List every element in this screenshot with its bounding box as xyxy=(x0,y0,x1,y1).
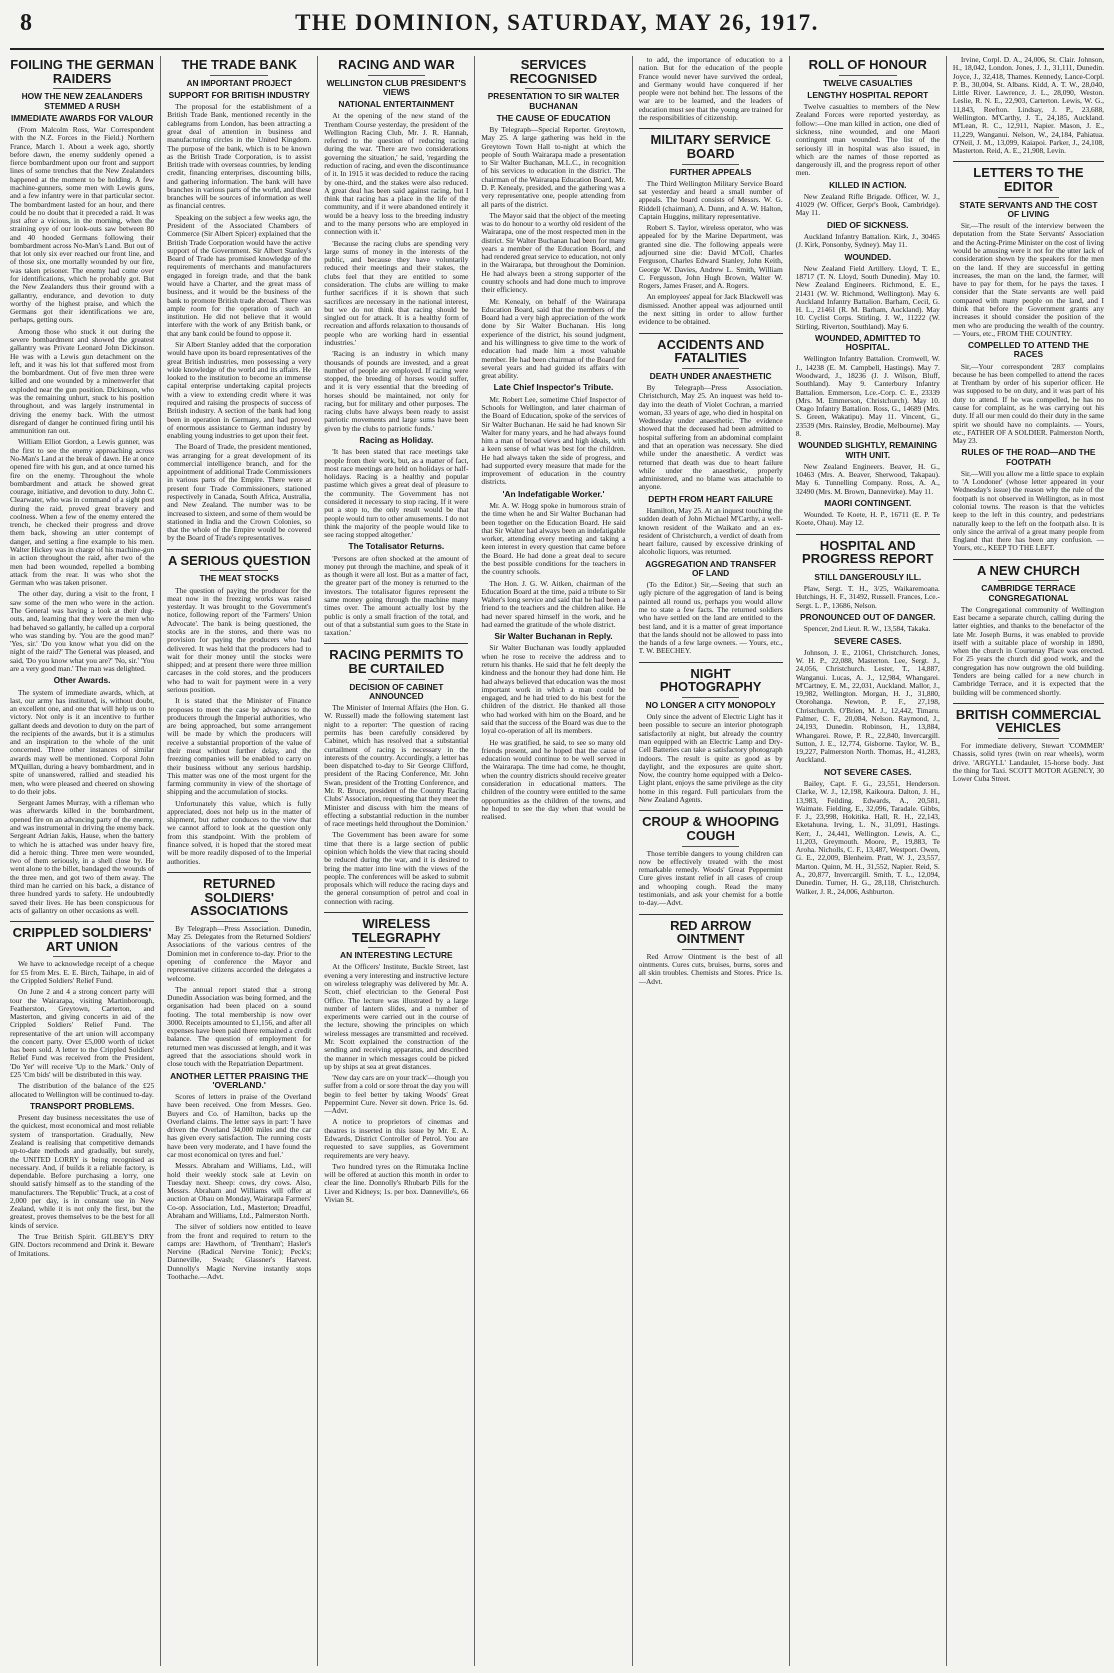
article-paragraph: The annual report stated that a strong Dunedin Association was being formed, and the organisation had been placed on a sound footing. The total membership is now over 3000. Receipts amounted to £1,156, and after all expenses have been paid there remained a credit balance. The question of employment for returned men was discussed at length, and it was agreed that the associations should work in close touch with the Repatriation Department. xyxy=(167,984,312,1069)
article-headline: A SERIOUS QUESTION xyxy=(167,552,311,568)
article-subheading: 'An Indefatigable Worker.' xyxy=(502,488,605,499)
article-subheading: DEPTH FROM HEART FAILURE xyxy=(648,493,773,504)
article-paragraph: (From Malcolm Ross, War Correspondent with the N.Z. Forces in the Field.) Northern France, March 1. About a week ago, shortly before dawn, the enemy suddenly opened a fierce bombardment upon our front and support lines of some trenches that the New Zealanders happened at the moment to be holding. A few machine-gunners, some men with Lewis guns, and a few infantry were in that particular sector. The bombardment lasted for an hour, and there could be no doubt that it preceded a raid. It was just after a vicious, in the morning, when the straining eye of our look-outs saw between 80 and 40 hooded Germans following their bombardment across No-Man's Land. But out of that lot only six ever reached our front line, and of those six, one mortally wounded by our fire, was taken prisoner. The enemy had come over for identifications, which he probably got. But the New Zealanders thus their ground with a gallantry, endurance, and devotion to duty worthy of the highest praise, and which the Germans got their identifications we are, perhaps, getting ours. xyxy=(10,124,155,325)
article-paragraph: Only since the advent of Electric Light has it been possible to secure an interior photograph satisfactorily at night, but already the country man equipped with an Electric Lamp and Dry-Cell Batteries can take a satisfactory photograph indoors. The result is quite as good as by daylight, and the exposures are quite short. Now, the country home equipped with a Delco-Light plant, enjoys the same privilege as the city home in this regard. Full particulars from the New Zealand Agents. xyxy=(638,712,783,804)
article-paragraph: An employees' appeal for Jack Blackwell was dismissed. Another appeal was adjourned until the next sitting in order to allow further evidence to be obtained. xyxy=(638,292,783,327)
article-subheading: ANOTHER LETTER PRAISING THE 'OVERLAND.' xyxy=(170,1070,309,1090)
article-subheading: AN INTERESTING LECTURE xyxy=(340,950,453,961)
article-paragraph: Sir Walter Buchanan was loudly applauded when he rose to receive the address and to return his thanks. He said that he felt deeply the kindness and the honour they had done him. He had always believed that education was the most important work in which a man could be engaged, and he had tried to do his best for the children of the district. He thanked all those who had worked with him on the Board, and he said that the success of the Board was due to the loyal co-operation of all its members. xyxy=(481,643,626,736)
article-headline: SERVICES RECOGNISED xyxy=(509,57,598,86)
article-subheading: NATIONAL ENTERTAINMENT xyxy=(338,99,455,110)
article-headline: RED ARROW OINTMENT xyxy=(670,917,752,947)
article-subheading: THE MEAT STOCKS xyxy=(199,573,279,584)
article-paragraph: On June 2 and 4 a strong concert party will tour the Wairarapa, visiting Martinborough, Featherston, Greytown, Carterton, and Masterton, and giving concerts in aid of the Crippled Soldiers' Relief Fund. The representative of the art union will accompany the concert party. Over £5,000 worth of ticket has been sold. A letter to the Crippled Soldiers' Relief Fund was received from the President, 'Do Yer' will receive 'Up to the Mark.' Only of £25 'Cm bids' will be distributed in this way. xyxy=(10,987,155,1080)
article-paragraph: 'Racing is an industry in which many thousands of pounds are invested, and a great number of people are employed. If racing were stopped, the breeding of horses would suffer, and it is very essential that the breeding of horses should be maintained, not only for racing, but for military and other purposes. The racing clubs have always been ready to assist patriotic movements and large sums have been given by the clubs to patriotic funds.' xyxy=(324,349,469,433)
article-paragraph: 'Persons are often shocked at the amount of money put through the machine, and speak of it as though it were all lost. But as a matter of fact, the greater part of the money is returned to the investors. The totalisator figures represent the same money going through the machine many times over. The amount actually lost by the public is only a small fraction of the total, and out of that a substantial sum goes to the State in taxation.' xyxy=(324,553,469,638)
article-subheading: Racing as Holiday. xyxy=(359,435,434,446)
article-paragraph: Plaw, Sergt. T. H., 3/25, Waikaremoana. Hutchings, H. F., 31492, Russell. Frances, Lce.-Sergt. L. P., 13686, Nelson. xyxy=(795,584,940,610)
article-paragraph: The Minister of Internal Affairs (the Hon. G. W. Russell) made the following statement last night to a reporter: 'The question of racing permits has been carefully considered by Cabinet, which has resolved that a substantial curtailment of racing is necessary in the interests of the country. Accordingly, a letter has been dispatched to-day to Sir George Clifford, president of the Racing Conference, Mr. John Swan, president of the Trotting Conference, and Mr. R. Bruce, president of the Country Racing Clubs' Association, requesting that they meet the Minister and discuss with him the means of effecting a substantial reduction in the number of race meetings held throughout the Dominion.' xyxy=(324,703,469,829)
article-paragraph: The Third Wellington Military Service Board sat yesterday and heard a small number of appeals. The board consists of Messrs. W. G. Riddell (chairman), A. Dunn, and A. W. Halton, Captain Huggins, military representative. xyxy=(638,178,783,221)
headline-rule xyxy=(53,956,111,957)
column-separator-rule xyxy=(10,921,154,922)
article-headline: ACCIDENTS AND FATALITIES xyxy=(657,336,765,366)
column-separator-rule xyxy=(639,128,783,129)
article-columns xyxy=(10,56,1104,1666)
article-paragraph: At the opening of the new stand of the Trentham Course yesterday, the president of the Wellington Racing Club, Mr. J. R. Hannah, referred to the question of reducing racing during the war. 'There are two considerations governing the situation,' he said, 'regarding the reduction of racing, and even the discontinuance of it. In 1915 it was decided to reduce the racing by one-third, and the stakes were also reduced. A great deal has been said against racing, but I think that racing has a place in the life of the community, and if it were abandoned entirely it would be a heavy loss to the breeding industry and to the many persons who are employed in connection with it.' xyxy=(324,111,469,237)
article-subheading: COMPELLED TO ATTEND THE RACES xyxy=(968,340,1089,360)
article-paragraph: New Zealand Field Artillery. Lloyd, T. E., 18717 (T. N. Lloyd, South Dunedin). May 10. New Zealand Engineers. Richmond, E. E., 21431 (W. W. Richmond, Wellington). May 6. Auckland Infantry Battalion. Barham, Cecil, G. H. L., 21461 (R. M. Barham, Auckland). May 10. Cyclist Corps. Stirling, J. W., 11222 (W. Stirling, Riverton, Southland). May 6. xyxy=(795,263,940,331)
article-headline: FOILING THE GERMAN RAIDERS xyxy=(10,57,154,86)
article-paragraph: Messrs. Abraham and Williams, Ltd., will hold their weekly stock sale at Levin on Tuesday next. Sheep: cows, dry cows. Also, Messrs. Abraham and Williams will offer at auction at Ohau on Monday, Wairarapa Farmers' Co-op. Association, Ltd., Masterton; Dreadful, Abraham and Williams, Ltd., Palmerston North. xyxy=(167,1161,312,1220)
article-paragraph: The Mayor said that the object of the meeting was to do honour to a worthy old resident of the Wairarapa, one of the most respected men in the district. Sir Walter Buchanan had been for many years a member of the Education Board, and had rendered great service to education, not only in the Wairarapa, but throughout the Dominion. He had always been a strong supporter of the country schools and had done much to improve their efficiency. xyxy=(481,210,626,295)
article-paragraph: Auckland Infantry Battalion. Kirk, J., 30465 (J. Kirk, Ponsonby, Sydney). May 11. xyxy=(795,231,940,250)
headline-rule xyxy=(682,697,740,698)
article-headline: RACING AND WAR xyxy=(338,57,455,72)
article-subheading: DEATH UNDER ANAESTHETIC xyxy=(649,370,772,381)
column-separator-rule xyxy=(324,912,468,913)
headline-rule xyxy=(368,947,426,948)
article-headline: CROUP & WHOOPING COUGH xyxy=(642,814,780,843)
article-paragraph: Those terrible dangers to young children can now be effectively treated with the most remarkable remedy. Woods' Great Peppermint Cure gives instant relief in all cases of croup and whooping cough. Read the many testimonials, and ask your chemist for a bottle to-day.—Advt. xyxy=(638,848,783,908)
page-number: 8 xyxy=(20,10,32,36)
article-paragraph: New Zealand Rifle Brigade. Officer, W. J., 41029 (W. Officer, Gerpr's Book, Cambridge). May 11. xyxy=(795,191,940,218)
article-headline: MILITARY SERVICE BOARD xyxy=(650,132,771,161)
article-paragraph: Wounded. Te Koete, H. P., 16711 (E. P. Te Koete, Ohau). May 12. xyxy=(795,510,940,528)
article-subheading: STATE SERVANTS AND THE COST OF LIVING xyxy=(959,199,1098,219)
headline-rule xyxy=(210,570,268,571)
column-separator-rule xyxy=(953,559,1104,560)
headline-rule xyxy=(682,846,740,847)
article-subheading: MAORI CONTINGENT. xyxy=(824,497,912,508)
article-subheading: NO LONGER A CITY MONOPOLY xyxy=(645,699,776,710)
article-paragraph: 'Because the racing clubs are spending very large sums of money in the interests of the public, and because they have voluntarily reduced their meetings and their stakes, the clubs feel that they are entitled to some consideration. The clubs are willing to make further sacrifices if it is shown that such sacrifices are necessary in the national interest, but we do not think that racing should be singled out for attack. It is a healthy form of recreation and affords relaxation to thousands of people who are working hard in essential industries.' xyxy=(324,238,469,347)
article-paragraph: By Telegraph—Press Association. Christchurch, May 25. An inquest was held to-day into the death of Violet Cochran, a married woman, 33 years of age, who died in hospital on Wednesday under anaesthetic. The evidence showed that the deceased had been admitted to hospital suffering from an abdominal complaint and that an operation was necessary. She died while under the anaesthetic. A verdict was returned that death was due to heart failure while under the anaesthetic, properly administered, and no blame was attachable to anyone. xyxy=(638,383,783,492)
article-subheading: PRESENTATION TO SIR WALTER BUCHANAN xyxy=(487,91,620,111)
article-paragraph: Speaking on the subject a few weeks ago, the President of the Associated Chambers of Commerce (Sir Albert Spicer) explained that the British Trade Corporation would have the active support of the Government. Sir Albert Stanley's Board of Trade has promised knowledge of the requirements of merchants and manufacturers engaged in foreign trade, and that the bank would have a Charter, and the great mass of business, and it would be the business of the bank to promote British trade abroad. There was ample room for the operation of such an institution. He did not believe that it would interfere with the work of any British bank, or that any bank could be found to oppose it. xyxy=(167,212,312,338)
headline-rule xyxy=(998,197,1058,198)
article-subheading: RULES OF THE ROAD—AND THE FOOTPATH xyxy=(961,447,1096,467)
article-paragraph: The Congregational community of Wellington East became a separate church, calling during the latter eighties, and thanks to the benefactor of the late Mr. Joseph Burns, it was enabled to provide itself with a suitable place of worship in 1890, when the church in Courtenay Place was erected. For 25 years the church did good work, and the congregation has now outgrown the old building. Tenders are being called for a new church in Cambridge Terrace, and it is expected that the building will be commenced shortly. xyxy=(952,604,1104,697)
article-paragraph: At the Officers' Institute, Buckle Street, last evening a very interesting and instructive lecture on wireless telegraphy was delivered by Mr. A. Scott, chief electrician to the General Post Office. The lecture was illustrated by a large number of lantern slides, and a number of experiments were carried out in the course of the lecture, showing the principles on which wireless messages are transmitted and received. Mr. Scott explained the construction of the sending and receiving apparatus, and described the manner in which messages could be picked up by ships at sea at great distances. xyxy=(324,962,469,1071)
headline-rule xyxy=(998,738,1058,739)
article-subheading: IMMEDIATE AWARDS FOR VALOUR xyxy=(10,112,154,123)
article-subheading: DECISION OF CABINET ANNOUNCED xyxy=(349,681,444,701)
article-paragraph: Two hundred tyres on the Rimutaka Incline will be offered at auction this month in order to clear the line. Donnolly's Rhubarb Pills for the Liver and Kidneys; 1s. per box. Danneville's, 66 Vivian St. xyxy=(324,1161,469,1205)
article-paragraph: It is stated that the Minister of Finance proposes to meet the case by advances to the producers through the Imperial authorities, who are being approached, but some arrangement will be made by which the producers will receive a substantial proportion of the value of their meat without further delay, and the freezing companies will be enabled to carry on their business without any serious hardship. This matter was one of the most urgent for the farming community in view of the shortage of shipping and the accumulation of stocks. xyxy=(167,696,312,797)
headline-rule xyxy=(525,88,583,89)
article-paragraph: By Telegraph—Special Reporter. Greytown, May 25. A large gathering was held in the Greytown Town Hall to-night at which the people of South Wairarapa made a presentation to Sir Walter Buchanan, M.L.C., in recognition of his services to education in the district. The chairman of the Wairarapa Education Board, Mr. D. P. Kenealy, presided, and the gathering was a very representative one, people attending from all parts of the district. xyxy=(481,124,626,209)
article-paragraph: Mr. A. W. Hogg spoke in humorous strain of the time when he and Sir Walter Buchanan had been together on the Education Board. He said that Sir Walter had always been an indefatigable worker, attending every meeting and taking a keen interest in every question that came before the Board. He had done a great deal to secure the best possible conditions for the teachers in the country schools. xyxy=(481,500,626,577)
article-paragraph: The silver of soldiers now entitled to leave from the front and required to return to the camps are: Hawthorn, of 'Trentham'; Hasler's Nervine (Radical Nervine Tonic); Peck's; Danneville, Swash; Glassner's Harvest. Dunnolly's Magic Nervine instantly stops Toothache.—Advt. xyxy=(167,1222,312,1281)
article-paragraph: New Zealand Engineers. Beaver, H. G., 10463 (Mrs. A. Beaver, Sherwood, Takapau). May 6. Tunnelling Company. Ross, A. A., 32490 (Mrs. M. Brown, Dannevirke). May 11. xyxy=(795,461,940,496)
headline-rule xyxy=(682,164,740,165)
column-separator-rule xyxy=(639,810,783,811)
article-paragraph: A notice to proprietors of cinemas and theatres is inserted in this issue by Mr. E. A. Edwards, District Controller of Petrol. You are requested to save supplies, as Government requirements are very heavy. xyxy=(324,1117,469,1160)
article-paragraph: Scores of letters in praise of the Overland have been received. One from Messrs. Geo. Buyers and Co. of Hamilton, backs up the Overland claims. The letter says in part: 'I have driven the Overland 34,000 miles and the car has given every satisfaction. The running costs have been very moderate, and I have found the car most economical on tyres and fuel.' xyxy=(167,1092,312,1160)
column-separator-rule xyxy=(953,703,1104,704)
article-paragraph: Sir Albert Stanley added that the corporation would have upon its board representatives of the great British industries, men possessing a very wide knowledge of the world and its affairs. He looked to the institution to become an immense capital enterprise undertaking capital projects with a view to extending credit where it was required and raising the prospects of success of British industry. A section of the bank had long been in operation in Germany, and had proved of enormous assistance to German industry by enabling young industries to get upon their feet. xyxy=(167,339,312,441)
column-separator-rule xyxy=(167,549,311,550)
article-headline: ROLL OF HONOUR xyxy=(808,57,927,72)
headline-rule xyxy=(839,569,897,570)
article-paragraph: He was gratified, he said, to see so many old friends present, and he hoped that the cause of education would continue to be well served in the Wairarapa. The time had come, he thought, when the country districts should receive greater consideration in educational matters. The children of the country were entitled to the same opportunities as the children of the towns, and he hoped to see the day when that would be realised. xyxy=(481,737,626,822)
article-paragraph: Wellington Infantry Battalion. Cromwell, W. J., 14238 (E. M. Campbell, Hastings). May 7. Woodward, J., 18236 (J. J. Wilson, Bluff, Southland). May 9. Canterbury Infantry Battalion. Emmerson, Lce.-Corp. C. E., 23339 (Mrs. M. Emmerson, Christchurch). May 10. Otago Infantry Battalion. Ross, G., 14689 (Mrs. S. Green, Wakatipu). May 11. Vincent, G., 23539 (Mrs. Rainsley, Brodie, Melbourne). May 8. xyxy=(795,354,940,438)
article-paragraph: Hamilton, May 25. At an inquest touching the sudden death of John Michael M'Carthy, a well-known resident of the Waikato and an ex-resident of Christchurch, a verdict of death from heart failure, caused by excessive drinking of alcoholic liquors, was returned. xyxy=(638,505,783,557)
article-paragraph: Sir,—Your correspondent '283' complains because he has been compelled to attend the races at Trentham by order of his superior officer. He was supposed to be on duty, and it was part of his duty to attend. If he was compelled, he has no cause for complaint, as he was carrying out his duty. If all our men could do their duty in the same spirit we should have no complaints. — Yours, etc., FATHER OF A SOLDIER. Palmerston North, May 23. xyxy=(952,361,1104,446)
article-paragraph: The Government has been aware for some time that there is a large section of public opinion which holds the view that racing should be reduced during the war, and it is desired to bring the matter into line with the views of the people. The conferences will be asked to submit proposals which will reduce the racing days and the general consumption of petrol and coal in connection with racing. xyxy=(324,830,469,906)
headline-rule xyxy=(368,679,426,680)
article-paragraph: Twelve casualties to members of the New Zealand Forces were reported yesterday, as follow:—One man killed in action, one died of sickness, nine wounded, and one Maori contingent man wounded. The list of the seriously ill in hospital was also issued, in which are the names of those reported as dangerously ill, and the progress report of other men. xyxy=(795,102,940,178)
article-subheading: WELLINGTON CLUB PRESIDENT'S VIEWS xyxy=(326,77,467,97)
article-subheading: CAMBRIDGE TERRACE CONGREGATIONAL xyxy=(981,583,1076,603)
article-headline: NIGHT PHOTOGRAPHY xyxy=(659,665,762,695)
article-subheading: The Totalisator Returns. xyxy=(348,541,445,552)
article-paragraph: (To the Editor.) Sir,—Seeing that such an ugly picture of the aggregation of land is being painted all round us, perhaps you would allow me to state a few facts. The returned soldiers who have settled on the land are entitled to the best land, and it is a matter of great importance that the lands should not be allowed to pass into the hands of a few large owners. — Yours, etc., T. W. BEECHEY. xyxy=(638,580,783,656)
article-paragraph: The Board of Trade, the president mentioned, was arranging for a great development of its commercial intelligence branch, and for the appointment of additional Trade Commissioners in various parts of the Empire. There were at present four Trade Commissioners, stationed respectively in Canada, South Africa, Australia, and New Zealand. The number was to be increased to sixteen, and some of them would be stationed in India and the Crown Colonies, so that the whole of the Empire would be covered by the Board of Trade's representatives. xyxy=(167,442,312,543)
article-headline: BRITISH COMMERCIAL VEHICLES xyxy=(955,706,1101,736)
article-headline: A NEW CHURCH xyxy=(977,562,1080,578)
article-subheading: THE CAUSE OF EDUCATION xyxy=(496,112,611,123)
column-6 xyxy=(796,56,947,1666)
article-paragraph: Mr. Kenealy, on behalf of the Wairarapa Education Board, said that the members of the Board had a very high appreciation of the work done by Sir Walter Buchanan. His long experience of the district, his sound judgment, and his willingness to give time to the work of education had made him a most valuable member. He had been chairman of the Board for several years and had guided its affairs with great ability. xyxy=(481,296,626,381)
article-paragraph: 'It has been stated that race meetings take people from their work, but, as a matter of fact, most race meetings are held on holidays or half-holidays. Racing is a healthy and popular pastime which gives a great deal of pleasure to the community. The Government has not considered it necessary to stop racing. If it were put a stop to, the only result would be that people would turn to other amusements. I do not think the majority of the people would like to see racing stopped altogether.' xyxy=(324,447,469,540)
article-headline: CRIPPLED SOLDIERS' ART UNION xyxy=(12,925,152,954)
article-paragraph: Sir,—The result of the interview between the deputation from the State Servants' Association and the Acting-Prime Minister on the cost of living would be amusing were it not for the utter lack of consideration shown by the speakers for the men on the land. If they are successful in getting increases, the man on the land, the farmer, will have to pay for them, for he pays the taxes. I consider that the State servants are well paid compared with many people on the land, and I think that before the Government grants any increases it should consider the position of the men who are producing the wealth of the country. — Yours, etc., FROM THE COUNTRY. xyxy=(952,221,1104,338)
article-paragraph: Red Arrow Ointment is the best of all ointments. Cures cuts, bruises, burns, sores and all skin troubles. Chemists and Stores. Price 1s.—Advt. xyxy=(638,951,783,986)
column-separator-rule xyxy=(167,872,311,873)
article-subheading: WOUNDED SLIGHTLY, REMAINING WITH UNIT. xyxy=(798,440,938,460)
column-separator-rule xyxy=(639,662,783,663)
article-subheading: Sir Walter Buchanan in Reply. xyxy=(494,631,613,642)
article-paragraph: The distribution of the balance of the £25 allocated to Wellington will be continued to-day. xyxy=(10,1081,155,1099)
article-subheading: STILL DANGEROUSLY ILL. xyxy=(814,571,922,582)
article-subheading: PRONOUNCED OUT OF DANGER. xyxy=(800,612,936,623)
article-headline: RETURNED SOLDIERS' ASSOCIATIONS xyxy=(190,875,289,919)
article-subheading: TRANSPORT PROBLEMS. xyxy=(29,1100,135,1111)
article-paragraph: Irvine, Corpl. D. A., 24,006, St. Clair. Johnson, H., 18,042, London. Jones, J. J., 31,111, Dunedin. Joyce, J., 32,418, Thames. Kennedy, Lance-Corpl. P. B., 30,004, St. Albans. Kidd, A. T. W., 28,040, Little River. Lawrence, J. L., 28,090, Weston. Leslie, R. N. E., 22,903, Carterton. Lewis, W. G., 11,843, Reefton. Lindsay, J. P., 23,688, Wellington. M'Carthy, J. T., 24,185, Auckland. M'Lean, R. C., 12,911, Napier. Mason, J. E., 11,229, Wanganui. Nelson, W., 24,184, Pahiatua. O'Neil, J. M., 13,099, Kaiapoi. Parker, J., 24,108, Masterton. Reid, A. E., 21,908, Levin. xyxy=(952,56,1104,156)
article-paragraph: The system of immediate awards, which, at last, our army has instituted, is, without doubt, an excellent one, and one that will help us on to victory. Not only is it an incentive to further gallant deeds and devotion to duty on the part of the recipients of the awards, but it is a stimulus and an inspiration to the whole of the unit concerned. Three other instances of similar awards may well be mentioned. Corporal John M'Quillan, during a heavy bombardment, and in spite of unanswered, rallied and steadied his men, who were pleased and cheered on showing to do their jobs. xyxy=(10,687,155,796)
article-subheading: LENGTHY HOSPITAL REPORT xyxy=(807,89,929,100)
article-paragraph: By Telegraph—Press Association. Dunedin, May 25. Delegates from the Returned Soldiers' Associations of the various centres of the Dominion met in conference to-day. Prior to the opening of conference the Mayor and representative citizens accorded the delegates a welcome. xyxy=(167,923,312,983)
article-headline: WIRELESS TELEGRAPHY xyxy=(351,915,441,945)
article-paragraph: The True British Spirit. GILBEY'S DRY GIN. Doctors recommend and Drink it. Beware of Imitations. xyxy=(10,1232,155,1258)
headline-rule xyxy=(839,75,897,76)
headline-rule xyxy=(210,921,268,922)
article-paragraph: Sir,—Will you allow me a little space to explain to 'A Londoner' (whose letter appeared in your Wednesday's issue) the reason why the rule of the footpath is not observed in Wellington, as in most colonial towns. The reason is that the vehicles keep to the left in this country, and pedestrians naturally keep to the left on the footpath also. It is only since the arrival of a great many people from England that there has been any confusion. — Yours, etc., KEEP TO THE LEFT. xyxy=(952,468,1104,553)
article-subheading: AN IMPORTANT PROJECT xyxy=(186,77,292,88)
article-paragraph: William Elliot Gordon, a Lewis gunner, was the first to see the enemy approaching across No-Man's Land at the break of dawn. He at once opened fire with his gun, and at once turned his fire on the enemy. Throughout the whole bombardment and attack he showed great courage, initiative, and devotion to duty. John C. Clearwater, who was in command of a sight post during the raid, proved great bravery and coolness. When a few of the enemy entered the trench, he checked their progress and drove them back, showing an utter contempt of danger, and setting a fine example to his men. Walter Hickey was in charge of his machine-gun in action throughout the raid, after two of the men had been wounded, repelled a bombing attack from the rear. It was who shot the German who was taken prisoner. xyxy=(10,437,155,588)
article-paragraph: For immediate delivery, Stewart 'COMMER' Chassis, solid tyres (twin on rear wheels), worm drive. 'ARGYLL' Landaulet, 15-horse body. Just the thing for Taxi. SCOTT MOTOR AGENCY, 30 Lower Cuba Street. xyxy=(952,741,1104,784)
article-paragraph: The proposal for the establishment of a British Trade Bank, mentioned recently in the cablegrams from London, has been attracting a great deal of attention in business and manufacturing circles in the United Kingdom. The purpose of the bank, which is to be known as the British Trade Corporation, is to assist British trade with overseas countries, by lending credit, financing enterprises, discounting bills, and gathering information. The bank will have branches in various parts of the world, and these branches will be sources of information as well as financial centres. xyxy=(167,102,312,211)
article-headline: RACING PERMITS TO BE CURTAILED xyxy=(329,647,464,677)
column-4 xyxy=(481,56,632,1666)
masthead-title: THE DOMINION, SATURDAY, MAY 26, 1917. xyxy=(295,10,819,35)
column-separator-rule xyxy=(953,161,1104,162)
article-subheading: WOUNDED, ADMITTED TO HOSPITAL. xyxy=(814,333,921,353)
article-paragraph: to add, the importance of education to a nation. But for the education of the people France would never have survived the ordeal, and Germany would have conquered if her people were not behind her. The lessons of the war are to be learned, and the leaders of education must see that the young are trained for the responsibilities of citizenship. xyxy=(638,56,783,122)
headline-rule xyxy=(368,75,426,76)
article-paragraph: Among those who stuck it out during the severe bombardment and showed the greatest gallantry was Private Leonard John Dickinson. He was with a Lewis gun detachment on the left, and it was his lot that suffered most from the bombardment. Out of five men three were killed and one wounded by a minenwerfer that exploded near the gun position. Dickinson, who was the remaining unhurt, stuck to his position throughout, and was largely instrumental in driving the enemy back. With the utmost disregard of danger he continued firing until his ammunition ran out. xyxy=(10,326,155,436)
article-paragraph: Robert S. Taylor, wireless operator, who was appealed for by the Marine Department, was granted sine die. The following appeals were adjourned sine die: David M'Coll, Charles Ferguson, Charles Edward Stanley, John Keith, George W. Davies, Andrew L. Smith, William C. Fergusson, John Hugh Brown, Walter W. Rogers, James Fraser, and A. Rogers. xyxy=(638,223,783,291)
article-paragraph: Unfortunately this value, which is fully appreciated, does not help us in the matter of shipment, but rather conduces to the view that we cannot afford to look at the question only from this standpoint. With the problem of finance solved, it is hoped that the stored meat will be more readily disposed of to the Imperial authorities. xyxy=(167,798,312,866)
article-paragraph: The other day, during a visit to the front, I saw some of the men who were in the action. The General was having a look at their dug-outs, and, learning that they were the men who had behaved so gallantly, he called up a corporal who was standing by. 'You are the good man?' 'Yes, sir.' 'Do you know what you did on the night of the raid?' The General was pleased, and said, 'Do you know what you are?' 'No, sir.' 'You are a very good man.' The man was delighted. xyxy=(10,589,155,673)
article-headline: HOSPITAL AND PROGRESS REPORT xyxy=(802,537,934,567)
article-subheading: SUPPORT FOR BRITISH INDUSTRY xyxy=(168,89,310,100)
headline-rule xyxy=(210,75,268,76)
column-separator-rule xyxy=(324,643,468,644)
article-subheading: NOT SEVERE CASES. xyxy=(824,766,912,777)
article-paragraph: 'New day cars are on your track'—though you suffer from a cold or sore throat the day you will begin to feel better by taking Woods' Great Peppermint Cure. Never sit down. Price 1s. 6d.—Advt. xyxy=(324,1073,469,1116)
masthead xyxy=(10,6,1104,50)
article-subheading: Late Chief Inspector's Tribute. xyxy=(493,382,614,393)
article-paragraph: Present day business necessitates the use of the quickest, most economical and most reliable system of transportation. Gradually, New Zealand is realising that competitive demands up-to-date methods and gradually, but surely, the UNITED LORRY is being recognised as necessary. And, if builds it a reliable factory, is dependable. Before purchasing a lorry, one should satisfy himself as to the standing of the manufacturers. The 'Republic' Truck, at a cost of 2,000 per day, is in constant use in New Zealand, while it is not only the first, but the greatest, proves themselves to be the best for all kinds of service. xyxy=(10,1113,155,1230)
column-separator-rule xyxy=(639,914,783,915)
column-5 xyxy=(639,56,790,1666)
article-paragraph: Mr. Robert Lee, sometime Chief Inspector of Schools for Wellington, and later chairman of the Board of Education, spoke of the services of Sir Walter Buchanan. He said he had known Sir Walter for many years, and he had always found him a man of broad views and high ideals, with a keen sense of what was best for the children. He had always taken the side of progress, and had supported every measure that made for the improvement of education in the country districts. xyxy=(481,394,626,487)
headline-rule xyxy=(682,949,740,950)
article-headline: THE TRADE BANK xyxy=(181,57,297,72)
column-separator-rule xyxy=(796,534,940,535)
column-3 xyxy=(324,56,475,1666)
article-headline: LETTERS TO THE EDITOR xyxy=(973,165,1084,195)
article-subheading: DIED OF SICKNESS. xyxy=(827,219,909,230)
article-paragraph: We have to acknowledge receipt of a cheque for £5 from Mrs. E. E. Birch, Taihape, in aid of the Crippled Soldiers' Relief Fund. xyxy=(10,959,155,985)
article-subheading: SEVERE CASES. xyxy=(834,635,902,646)
headline-rule xyxy=(53,88,111,89)
column-separator-rule xyxy=(639,333,783,334)
article-paragraph: Sergeant James Murray, with a rifleman who was afterwards killed in the bombardment, opened fire on an advancing party of the enemy, and was instrumental in driving the enemy back. Sergeant Adrian Jakis, Hause, when the battery to which he is attached was under heavy fire, did a heroic thing. Three men were wounded, two of them seriously, in a shell close by. He went alone to the billet, bandaged the wounds of the three men, and got two of them away. The third man he carried on his back, a distance of three hundred yards to safety. He undoubtedly saved their lives. He has been conspicuous for acts of gallantry on other occasions as well. xyxy=(10,798,155,915)
article-subheading: HOW THE NEW ZEALANDERS STEMMED A RUSH xyxy=(21,91,143,111)
article-paragraph: The Hon. J. G. W. Aitken, chairman of the Education Board at the time, paid a tribute to Sir Walter's long service and said that he had been a friend to the teachers and the children alike. He had never spared himself in the work, and he had earned the gratitude of the whole district. xyxy=(481,578,626,629)
article-paragraph: Spencer, 2nd Lieut. R. W., 13,584, Takaka. xyxy=(803,624,931,634)
article-subheading: Other Awards. xyxy=(53,675,111,686)
column-1 xyxy=(10,56,161,1666)
headline-rule xyxy=(682,368,740,369)
article-subheading: AGGREGATION AND TRANSFER OF LAND xyxy=(645,558,776,578)
column-7 xyxy=(953,56,1104,1666)
article-paragraph: Bailey, Capt. F. G., 23,551, Henderson. Clarke, W. J., 12,198, Kaikoura. Dalton, J. H., 13,983, Feilding. Edwards, A., 20,581, Waimate. Fielding, E., 32,096, Taradale. Gibbs, F. J., 23,998, Hokitika. Hall, R. H., 22,143, Eketahuna. Irving, L. N., 31,091, Hastings. Kerr, J., 24,441, Wellington. Lewis, A. C., 11,203, Greymouth. Moore, P., 19,883, Te Aroha. Nicholls, C. F., 13,487, Westport. Owen, G. E., 22,009, Blenheim. Pratt, W. J., 23,557, Marton. Quinn, M. H., 31,552, Napier. Reid, S. A., 20,877, Invercargill. Smith, T. L., 12,094, Dunedin. Turner, H. G., 28,118, Christchurch. Walker, J. R., 24,006, Ashburton. xyxy=(795,778,940,896)
headline-rule xyxy=(998,580,1058,581)
article-subheading: KILLED IN ACTION. xyxy=(829,179,907,190)
article-subheading: FURTHER APPEALS xyxy=(669,166,752,177)
column-2 xyxy=(167,56,318,1666)
article-paragraph: Johnson, J. E., 21061, Christchurch. Jones, W. H. P., 22,088, Masterton. Lee, Sergt. J., 24,056, Christchurch. Lester, T., 14,887, Wanganui. Lucas, A. J., 12,984, Whangarei. M'Cartney, E. M., 22,031, Auckland. Mallor, J., 19,982, Wellington. Morgan, H. J., 31,880, Otorohanga. Newton, P. F., 27,198, Christchurch. O'Brien, M. J., 12,442, Timaru. Palmer, C. F., 20,084, Nelson. Raymond, J., 24,193, Dunedin. Robinson, H., 13,884, Whangarei. Rowe, P. R., 22,840, Invercargill. Sutton, J. E., 12,774, Gisborne. Taylor, W. B., 19,227, Palmerston North. Thomas, H., 41,283, Auckland. xyxy=(795,647,940,765)
article-paragraph: The question of paying the producer for the meat now in the freezing works was raised yesterday. It was brought to the Government's notice, following report of the 'Farmers' Union Advocate'. The bank is being questioned, the stocks are in the stores, and there was no provision for paying the producers who had delivered. It was held that the producers had to wait for their money until the stocks were shipped; and at present there were three million carcases in the cold stores, and the producers who had to wait for payment were in a very serious position. xyxy=(167,585,312,694)
article-subheading: TWELVE CASUALTIES xyxy=(823,77,913,88)
article-subheading: WOUNDED. xyxy=(844,251,892,262)
